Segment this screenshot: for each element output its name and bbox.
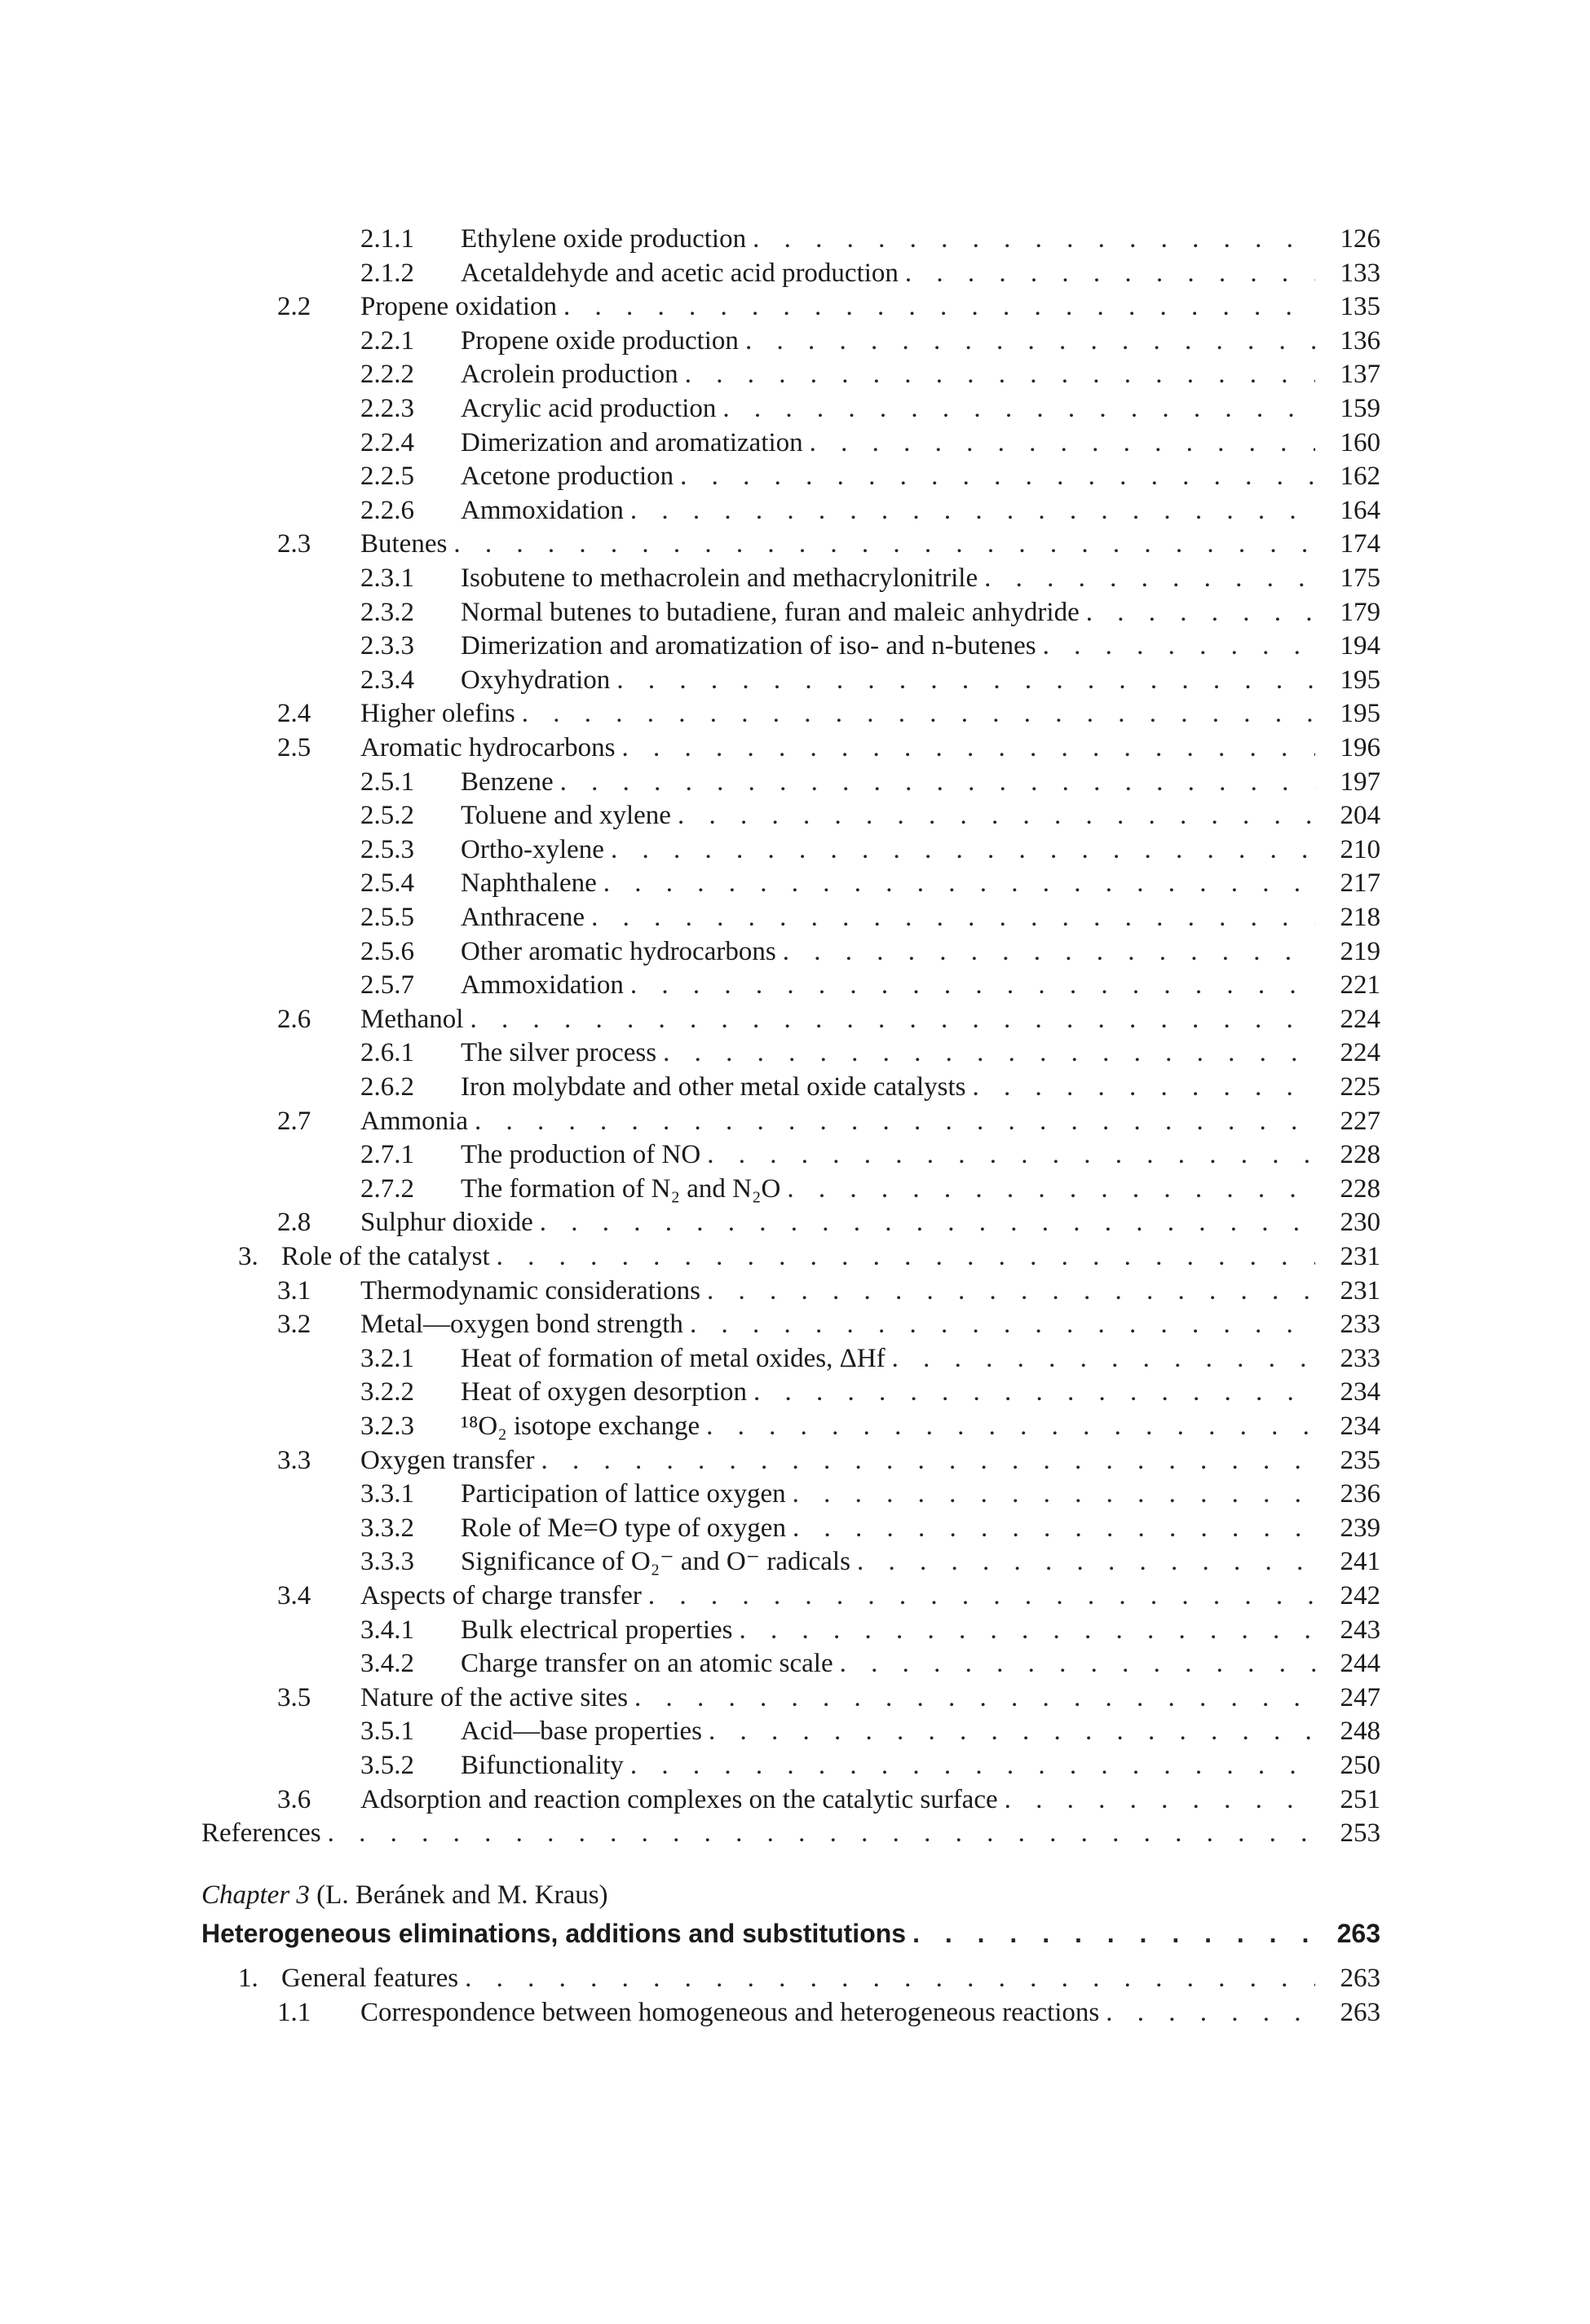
chapter-heading bbox=[201, 1916, 1380, 1951]
toc-entry bbox=[201, 1307, 1380, 1341]
toc-entry-number: 2.7.2 bbox=[360, 1173, 414, 1204]
toc-entry-page: 235 bbox=[1340, 1445, 1380, 1475]
toc-entry bbox=[201, 833, 1380, 867]
toc-entry-number: 2.5.5 bbox=[360, 903, 414, 932]
toc-entry-number: 3.2.2 bbox=[360, 1377, 414, 1407]
toc-entry-number: 3.2.1 bbox=[360, 1343, 414, 1373]
toc-entry-number: 3. bbox=[238, 1242, 258, 1271]
leader-dots bbox=[722, 391, 1315, 426]
toc-entry-page: 231 bbox=[1340, 1275, 1380, 1306]
leader-dots bbox=[707, 1138, 1315, 1172]
toc-entry bbox=[201, 1172, 1380, 1206]
toc-entry bbox=[201, 1341, 1380, 1376]
toc-entry-page: 164 bbox=[1340, 495, 1380, 525]
toc-entry-title: Naphthalene bbox=[461, 868, 597, 899]
toc-entry-title: Metal—oxygen bond strength bbox=[360, 1310, 683, 1340]
toc-entry-title: Ethylene oxide production bbox=[461, 224, 747, 254]
leader-dots bbox=[611, 833, 1315, 867]
toc-entry-number: 3.3.3 bbox=[360, 1547, 414, 1577]
toc-entry-title: Dimerization and aromatization of iso- and n-butenes bbox=[461, 631, 1036, 661]
toc-entry-page: 219 bbox=[1340, 936, 1380, 966]
leader-dots bbox=[892, 1341, 1315, 1376]
toc-entry-number: 2.2.2 bbox=[360, 360, 414, 390]
toc-entry-page: 224 bbox=[1340, 1038, 1380, 1068]
leader-dots bbox=[603, 866, 1315, 900]
leader-dots bbox=[690, 1307, 1315, 1341]
toc-entry-page: 174 bbox=[1340, 529, 1380, 559]
toc-entry-title: Oxygen transfer bbox=[360, 1445, 535, 1475]
toc-entry-number: 3.3.1 bbox=[360, 1479, 414, 1509]
toc-entry bbox=[201, 289, 1380, 324]
toc-entry-title: Iron molybdate and other metal oxide catalysts bbox=[461, 1072, 966, 1102]
toc-entry-number: 2.5.1 bbox=[360, 767, 414, 797]
toc-entry-page: 233 bbox=[1340, 1343, 1380, 1373]
leader-dots bbox=[787, 1172, 1315, 1206]
leader-dots bbox=[465, 1961, 1315, 1995]
toc-entry-title: Acetaldehyde and acetic acid production bbox=[461, 258, 899, 288]
toc-entry-page: 234 bbox=[1340, 1377, 1380, 1407]
toc-entry bbox=[201, 731, 1380, 765]
toc-entry bbox=[201, 1002, 1380, 1036]
toc-entry-title: Higher olefins bbox=[360, 699, 515, 729]
toc-entry-number: 2.2.1 bbox=[360, 325, 414, 356]
toc-entry-number: 2.7.1 bbox=[360, 1140, 414, 1170]
leader-dots bbox=[591, 900, 1315, 934]
leader-dots bbox=[630, 493, 1315, 528]
toc-entry bbox=[201, 1995, 1380, 2030]
toc-entry-page: 221 bbox=[1340, 970, 1380, 1001]
toc-entry-title: The silver process bbox=[461, 1038, 657, 1068]
toc-entry-number: 2.5.3 bbox=[360, 834, 414, 864]
toc-entry bbox=[201, 1138, 1380, 1172]
toc-entry-title: Methanol bbox=[360, 1004, 464, 1034]
toc-entry-page: 136 bbox=[1340, 325, 1380, 356]
toc-entry bbox=[201, 222, 1380, 256]
chapter-heading-title: Heterogeneous eliminations, additions and substitutions bbox=[201, 1919, 907, 1948]
toc-entry-title: Acid—base properties bbox=[461, 1716, 702, 1747]
toc-entry-page: 133 bbox=[1340, 258, 1380, 288]
toc-entry bbox=[201, 1239, 1380, 1274]
toc-entry-page: 218 bbox=[1340, 903, 1380, 932]
leader-dots bbox=[984, 561, 1315, 595]
toc-entry bbox=[201, 1070, 1380, 1104]
toc-entry bbox=[201, 256, 1380, 290]
toc-entry bbox=[201, 1477, 1380, 1511]
toc-entry-title: Aromatic hydrocarbons bbox=[360, 733, 616, 762]
toc-entry bbox=[201, 357, 1380, 391]
leader-dots bbox=[328, 1816, 1315, 1850]
toc-entry bbox=[201, 1544, 1380, 1579]
toc-entry-title: The formation of N₂ and N₂O bbox=[461, 1173, 781, 1204]
leader-dots bbox=[685, 357, 1315, 391]
toc-entry bbox=[201, 1783, 1380, 1817]
toc-entry-page: 242 bbox=[1340, 1581, 1380, 1610]
toc-entry bbox=[201, 1375, 1380, 1409]
toc-entry-title: Dimerization and aromatization bbox=[461, 427, 803, 457]
toc-entry bbox=[201, 968, 1380, 1002]
toc-entry-title: Thermodynamic considerations bbox=[360, 1275, 700, 1306]
toc-entry-page: 231 bbox=[1340, 1242, 1380, 1271]
leader-dots bbox=[497, 1239, 1315, 1274]
toc-entry-title: Acrylic acid production bbox=[461, 394, 717, 423]
toc-entry-number: 3.2.3 bbox=[360, 1412, 414, 1441]
toc-entry bbox=[201, 934, 1380, 969]
toc-entry-page: 196 bbox=[1340, 733, 1380, 762]
toc-entry bbox=[201, 900, 1380, 934]
toc-entry bbox=[201, 1409, 1380, 1443]
toc-entry-title: ¹⁸O₂ isotope exchange bbox=[461, 1412, 700, 1441]
toc-entry-title: Toluene and xylene bbox=[461, 801, 671, 831]
leader-dots bbox=[540, 1205, 1315, 1239]
toc-entry bbox=[201, 1613, 1380, 1647]
toc-entry-page: 233 bbox=[1340, 1310, 1380, 1340]
toc-entry-title: Acrolein production bbox=[461, 360, 678, 390]
toc-entry-number: 2.6.2 bbox=[360, 1072, 414, 1102]
toc-entry-title: Butenes bbox=[360, 529, 448, 559]
leader-dots bbox=[912, 1916, 1315, 1951]
toc-entry-title: Participation of lattice oxygen bbox=[461, 1479, 786, 1509]
toc-entry-title: Propene oxide production bbox=[461, 325, 739, 356]
toc-entry-title: Aspects of charge transfer bbox=[360, 1581, 642, 1610]
toc-entry-page: 247 bbox=[1340, 1682, 1380, 1712]
chapter-heading-page: 263 bbox=[1336, 1919, 1380, 1948]
toc-entry-title: Benzene bbox=[461, 767, 554, 797]
toc-entry-number: 2.1.1 bbox=[360, 224, 414, 254]
toc-entry-number: 2.2 bbox=[277, 292, 311, 322]
toc-entry-page: 162 bbox=[1340, 462, 1380, 492]
toc-entry-page: 210 bbox=[1340, 834, 1380, 864]
toc-entry-number: 2.6.1 bbox=[360, 1038, 414, 1068]
toc-entry-page: 253 bbox=[1340, 1818, 1380, 1849]
toc-entry-page: 179 bbox=[1340, 597, 1380, 627]
toc-entry-page: 217 bbox=[1340, 868, 1380, 899]
leader-dots bbox=[630, 1748, 1315, 1783]
toc-entry-title: General features bbox=[281, 1964, 459, 1993]
leader-dots bbox=[753, 1375, 1315, 1409]
toc-entry-title: Ortho-xylene bbox=[461, 834, 604, 864]
toc-entry-title: Ammoxidation bbox=[461, 970, 624, 1001]
chapter-authors: (L. Beránek and M. Kraus) bbox=[316, 1880, 608, 1910]
toc-entry-number: 3.4.2 bbox=[360, 1649, 414, 1679]
toc-entry bbox=[201, 391, 1380, 426]
toc-entry bbox=[201, 1646, 1380, 1681]
toc-entry-number: 3.4.1 bbox=[360, 1615, 414, 1645]
toc-entry-page: 236 bbox=[1340, 1479, 1380, 1509]
toc-entry-page: 230 bbox=[1340, 1208, 1380, 1238]
leader-dots bbox=[840, 1646, 1315, 1681]
toc-entry-page: 234 bbox=[1340, 1412, 1380, 1441]
leader-dots bbox=[753, 222, 1315, 256]
toc-entry bbox=[201, 426, 1380, 460]
toc-entry-number: 3.1 bbox=[277, 1275, 311, 1306]
leader-dots bbox=[563, 289, 1315, 324]
leader-dots bbox=[453, 527, 1315, 561]
leader-dots bbox=[634, 1681, 1315, 1715]
leader-dots bbox=[560, 765, 1315, 799]
toc-entry-number: 3.3 bbox=[277, 1445, 311, 1475]
toc-entry-title: Role of the catalyst bbox=[281, 1242, 490, 1271]
leader-dots bbox=[740, 1613, 1315, 1647]
toc-entry-title: Anthracene bbox=[461, 903, 585, 932]
toc-entry-title: Heat of formation of metal oxides, ΔHf bbox=[461, 1343, 886, 1373]
toc-entry-title: Nature of the active sites bbox=[360, 1682, 629, 1712]
toc-entry-page: 195 bbox=[1340, 699, 1380, 729]
toc-entry-page: 241 bbox=[1340, 1547, 1380, 1577]
leader-dots bbox=[810, 426, 1315, 460]
toc-entry bbox=[201, 1579, 1380, 1613]
leader-dots bbox=[1005, 1783, 1315, 1817]
toc-entry bbox=[201, 1681, 1380, 1715]
toc-entry-number: 3.4 bbox=[277, 1581, 311, 1610]
toc-entry-number: 3.3.2 bbox=[360, 1513, 414, 1543]
toc-entry bbox=[201, 1274, 1380, 1308]
toc-entry-title: Adsorption and reaction complexes on the catalytic surface bbox=[360, 1784, 998, 1814]
leader-dots bbox=[475, 1104, 1315, 1138]
leader-dots bbox=[793, 1477, 1315, 1511]
toc-entry bbox=[201, 765, 1380, 799]
toc-entry-number: 1.1 bbox=[277, 1997, 311, 2027]
toc-entry-number: 2.3.4 bbox=[360, 665, 414, 695]
leader-dots bbox=[648, 1579, 1315, 1613]
toc-entry-number: 2.7 bbox=[277, 1106, 311, 1136]
toc-entry bbox=[201, 1205, 1380, 1239]
chapter-byline bbox=[201, 1878, 608, 1912]
toc-entry-page: 263 bbox=[1340, 1997, 1380, 2027]
toc-entry-number: 2.2.4 bbox=[360, 427, 414, 457]
toc-entry-title: Charge transfer on an atomic scale bbox=[461, 1649, 833, 1679]
toc-entry-title: The production of NO bbox=[461, 1140, 701, 1170]
leader-dots bbox=[1086, 595, 1315, 630]
toc-entry bbox=[201, 1511, 1380, 1545]
leader-dots bbox=[522, 696, 1315, 731]
toc-entry bbox=[201, 663, 1380, 697]
toc-entry-title: Oxyhydration bbox=[461, 665, 611, 695]
toc-entry-page: 243 bbox=[1340, 1615, 1380, 1645]
leader-dots bbox=[630, 968, 1315, 1002]
toc-entry-number: 2.3.3 bbox=[360, 631, 414, 661]
toc-entry bbox=[201, 324, 1380, 358]
toc-entry bbox=[201, 798, 1380, 833]
toc-entry-page: 225 bbox=[1340, 1072, 1380, 1102]
toc-entry-title: Role of Me=O type of oxygen bbox=[461, 1513, 786, 1543]
leader-dots bbox=[1106, 1995, 1315, 2030]
toc-entry-number: 2.5.6 bbox=[360, 936, 414, 966]
toc-entry bbox=[201, 459, 1380, 493]
leader-dots bbox=[541, 1443, 1315, 1478]
chapter-label: Chapter 3 bbox=[201, 1880, 310, 1910]
toc-entry-title: Heat of oxygen desorption bbox=[461, 1377, 747, 1407]
toc-entry-title: Sulphur dioxide bbox=[360, 1208, 533, 1238]
toc-entry-page: 137 bbox=[1340, 360, 1380, 390]
leader-dots bbox=[857, 1544, 1315, 1579]
toc-entry-title: Propene oxidation bbox=[360, 292, 558, 322]
toc-entry-number: 2.5 bbox=[277, 733, 311, 762]
toc-entry-page: 228 bbox=[1340, 1140, 1380, 1170]
toc-entry-page: 195 bbox=[1340, 665, 1380, 695]
leader-dots bbox=[709, 1714, 1315, 1748]
toc-entry bbox=[201, 595, 1380, 630]
toc-entry bbox=[201, 561, 1380, 595]
toc-entry bbox=[201, 866, 1380, 900]
toc-entry-number: 2.3.2 bbox=[360, 597, 414, 627]
toc-entry-number: 2.2.6 bbox=[360, 495, 414, 525]
toc-entry-page: 194 bbox=[1340, 631, 1380, 661]
toc-entry-page: 126 bbox=[1340, 224, 1380, 254]
leader-dots bbox=[1043, 629, 1315, 663]
leader-dots bbox=[972, 1070, 1315, 1104]
toc-entry bbox=[201, 1104, 1380, 1138]
toc-entry-number: 2.1.2 bbox=[360, 258, 414, 288]
leader-dots bbox=[707, 1274, 1315, 1308]
toc-entry-page: 250 bbox=[1340, 1751, 1380, 1780]
toc-entry-page: 159 bbox=[1340, 394, 1380, 423]
toc-entry bbox=[201, 1443, 1380, 1478]
leader-dots bbox=[783, 934, 1315, 969]
toc-entry-number: 2.8 bbox=[277, 1208, 311, 1238]
toc-entry-number: 2.3 bbox=[277, 529, 311, 559]
leader-dots bbox=[745, 324, 1315, 358]
toc-entry-page: 263 bbox=[1340, 1964, 1380, 1993]
toc-entry-number: 3.6 bbox=[277, 1784, 311, 1814]
leader-dots bbox=[793, 1511, 1315, 1545]
toc-entry-number: 3.5.1 bbox=[360, 1716, 414, 1747]
leader-dots bbox=[680, 459, 1315, 493]
toc-entry-page: 224 bbox=[1340, 1004, 1380, 1034]
toc-entry-title: Significance of O₂⁻ and O⁻ radicals bbox=[461, 1547, 850, 1577]
toc-entry-number: 2.6 bbox=[277, 1004, 311, 1034]
leader-dots bbox=[706, 1409, 1315, 1443]
toc-entry-number: 2.2.5 bbox=[360, 462, 414, 492]
toc-entry bbox=[201, 1748, 1380, 1783]
leader-dots bbox=[470, 1002, 1315, 1036]
toc-entry-number: 3.5 bbox=[277, 1682, 311, 1712]
toc-entry-title: Bifunctionality bbox=[461, 1751, 624, 1780]
toc-entry-title: Acetone production bbox=[461, 462, 674, 492]
toc-entry-number: 2.2.3 bbox=[360, 394, 414, 423]
toc-entry-title: Isobutene to methacrolein and methacrylonitrile bbox=[461, 563, 978, 593]
leader-dots bbox=[622, 731, 1316, 765]
toc-entry-number: 2.5.2 bbox=[360, 801, 414, 831]
leader-dots bbox=[905, 256, 1315, 290]
leader-dots bbox=[616, 663, 1315, 697]
toc-entry-title: Other aromatic hydrocarbons bbox=[461, 936, 776, 966]
toc-entry-number: 2.5.7 bbox=[360, 970, 414, 1001]
toc-entry-number: 3.5.2 bbox=[360, 1751, 414, 1780]
toc-entry-title: Bulk electrical properties bbox=[461, 1615, 733, 1645]
toc-entry-title: References bbox=[201, 1818, 321, 1849]
toc-entry bbox=[201, 1816, 1380, 1850]
leader-dots bbox=[663, 1036, 1315, 1070]
toc-entry bbox=[201, 493, 1380, 528]
toc-entry bbox=[201, 629, 1380, 663]
toc-entry-number: 3.2 bbox=[277, 1310, 311, 1340]
toc-entry-title: Ammonia bbox=[360, 1106, 468, 1136]
toc-entry-page: 251 bbox=[1340, 1784, 1380, 1814]
toc-entry-title: Correspondence between homogeneous and heterogeneous reactions bbox=[360, 1997, 1100, 2027]
toc-entry-page: 244 bbox=[1340, 1649, 1380, 1679]
leader-dots bbox=[678, 798, 1315, 833]
toc-entry bbox=[201, 1714, 1380, 1748]
toc-entry-page: 160 bbox=[1340, 427, 1380, 457]
toc-entry-number: 2.4 bbox=[277, 699, 311, 729]
toc-entry bbox=[201, 1036, 1380, 1070]
toc-entry-number: 1. bbox=[238, 1964, 258, 1993]
toc-entry-number: 2.3.1 bbox=[360, 563, 414, 593]
toc-entry bbox=[201, 527, 1380, 561]
toc-entry bbox=[201, 696, 1380, 731]
toc-entry-page: 197 bbox=[1340, 767, 1380, 797]
toc-entry-page: 227 bbox=[1340, 1106, 1380, 1136]
toc-entry-page: 248 bbox=[1340, 1716, 1380, 1747]
toc-entry-page: 228 bbox=[1340, 1173, 1380, 1204]
toc-entry-page: 135 bbox=[1340, 292, 1380, 322]
toc-entry-page: 175 bbox=[1340, 563, 1380, 593]
toc-entry-title: Normal butenes to butadiene, furan and maleic anhydride bbox=[461, 597, 1080, 627]
toc-entry-title: Ammoxidation bbox=[461, 495, 624, 525]
toc-entry bbox=[201, 1961, 1380, 1995]
toc-entry-page: 239 bbox=[1340, 1513, 1380, 1543]
toc-entry-page: 204 bbox=[1340, 801, 1380, 831]
toc-entry-number: 2.5.4 bbox=[360, 868, 414, 899]
